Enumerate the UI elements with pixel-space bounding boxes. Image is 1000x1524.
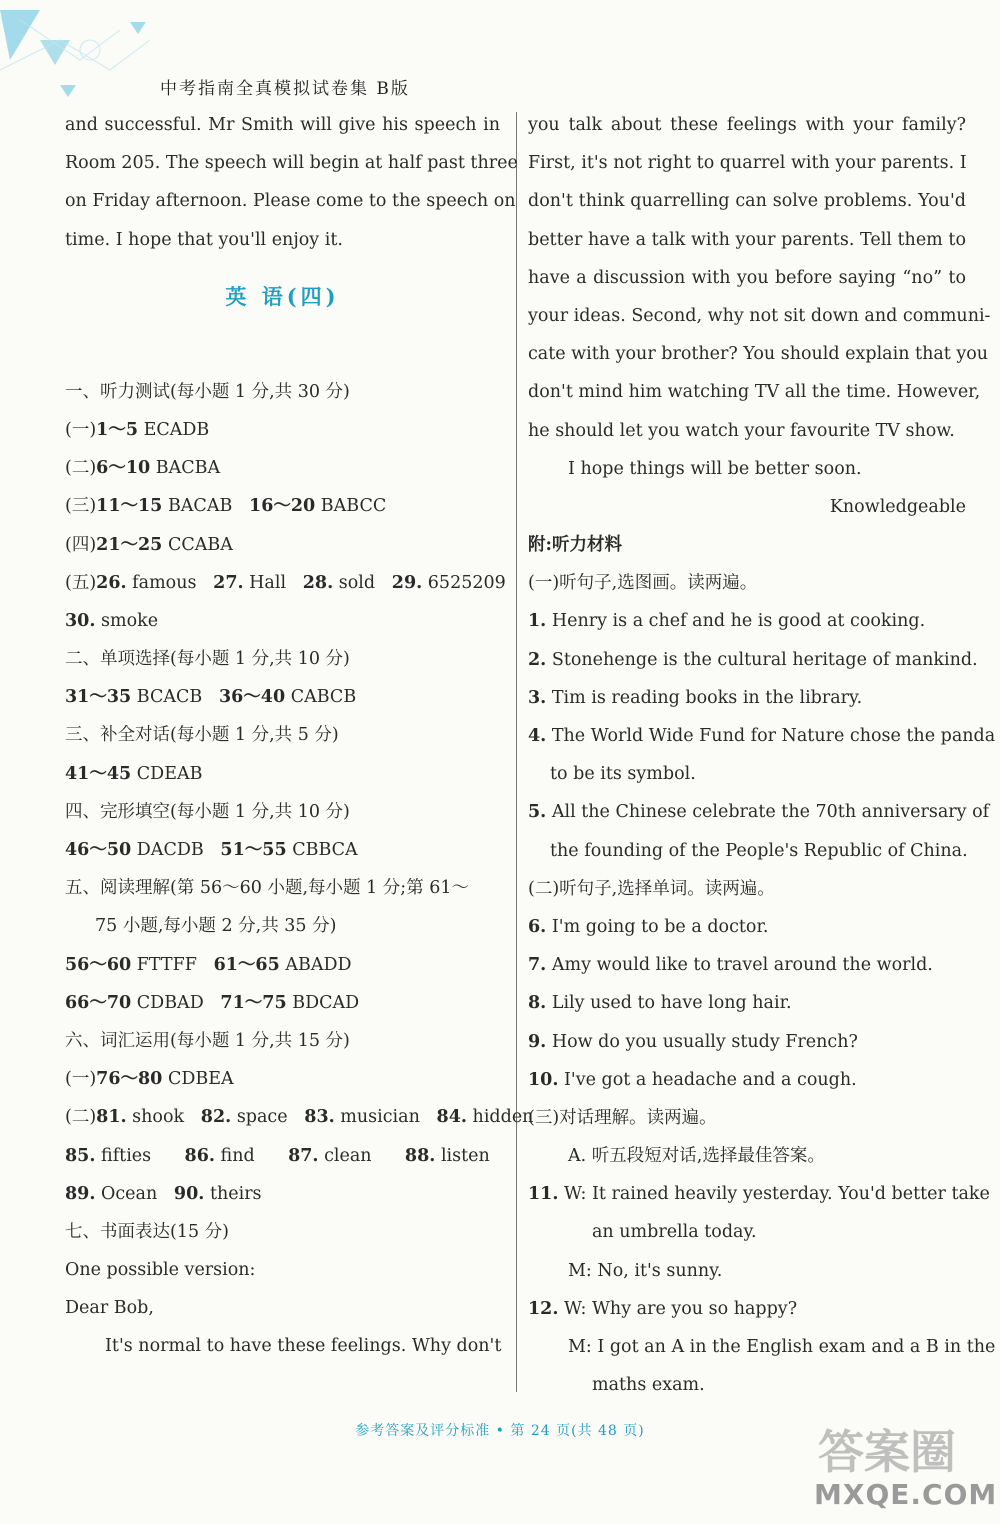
part-heading: 三、补全对话(每小题 1 分,共 5 分)	[65, 725, 339, 746]
script-line: 7. Amy would like to travel around the world.	[528, 955, 933, 976]
answer-line: 85. fifties 86. find 87. clean 88. listen	[65, 1145, 490, 1166]
header-decoration	[0, 0, 160, 100]
watermark-cn: 答案圈	[818, 1425, 956, 1479]
script-line: 4. The World Wide Fund for Nature chose the panda	[528, 726, 996, 746]
script-line: 9. How do you usually study French?	[528, 1031, 858, 1052]
part-heading: 一、听力测试(每小题 1 分,共 30 分)	[65, 381, 350, 402]
script-line: 6. I'm going to be a doctor.	[528, 916, 769, 937]
script-line: 5. All the Chinese celebrate the 70th anniversary of	[528, 802, 990, 823]
text-line: First, it's not right to quarrel with your parents. I	[528, 153, 967, 174]
text-line: better have a talk with your parents. Tell them to	[528, 229, 966, 250]
text-line: It's normal to have these feelings. Why don't	[105, 1336, 502, 1357]
text-line: Room 205. The speech will begin at half past three	[65, 153, 518, 174]
part-heading: 五、阅读理解(第 56～60 小题,每小题 1 分;第 61～	[65, 878, 470, 899]
script-line: M: I got an A in the English exam and a B in the	[568, 1337, 996, 1357]
header-title: 中考指南全真模拟试卷集 B版	[160, 79, 410, 99]
answer-line: (五)26. famous 27. Hall 28. sold 29. 6525209	[65, 572, 506, 593]
script-line: the founding of the People's Republic of China.	[550, 840, 968, 861]
part-heading: (三)对话理解。读两遍。	[528, 1107, 717, 1128]
part-heading: (一)听句子,选图画。读两遍。	[528, 573, 758, 594]
text-line: on Friday afternoon. Please come to the speech on	[65, 191, 516, 212]
script-line: 11. W: It rained heavily yesterday. You'd better take	[528, 1184, 990, 1205]
text-line: don't mind him watching TV all the time. However,	[528, 382, 981, 403]
part-heading: (二)听句子,选择单词。读两遍。	[528, 878, 775, 899]
part-heading: 六、词汇运用(每小题 1 分,共 15 分)	[65, 1030, 350, 1051]
part-subheading: A. 听五段短对话,选择最佳答案。	[568, 1146, 825, 1167]
script-line: 3. Tim is reading books in the library.	[528, 687, 863, 708]
page-footer: 参考答案及评分标准 • 第 24 页(共 48 页)	[355, 1423, 645, 1439]
script-line: M: No, it's sunny.	[568, 1260, 723, 1281]
script-line: 8. Lily used to have long hair.	[528, 993, 792, 1014]
answer-line: 30. smoke	[65, 610, 159, 631]
answer-line: (二)6～10 BACBA	[65, 458, 221, 479]
answer-line: (四)21～25 CCABA	[65, 534, 233, 555]
part-heading: 七、书面表达(15 分)	[65, 1221, 229, 1242]
answer-line: 66～70 CDBAD 71～75 BDCAD	[65, 992, 360, 1013]
script-line: 10. I've got a headache and a cough.	[528, 1069, 857, 1090]
part-heading: 二、单项选择(每小题 1 分,共 10 分)	[65, 649, 350, 670]
answer-line: (三)11～15 BACAB 16～20 BABCC	[65, 496, 387, 517]
text-line: have a discussion with you before saying “no” to	[528, 267, 966, 288]
text-line: One possible version:	[65, 1260, 256, 1281]
text-line: Dear Bob,	[65, 1298, 154, 1319]
signature: Knowledgeable	[829, 496, 966, 517]
right-column	[528, 106, 996, 1404]
text-line: cate with your brother? You should explain that you	[528, 344, 989, 365]
script-line: maths exam.	[592, 1375, 705, 1396]
text-line: time. I hope that you'll enjoy it.	[65, 229, 343, 250]
script-line: 1. Henry is a chef and he is good at cooking.	[528, 611, 926, 632]
script-line: an umbrella today.	[592, 1222, 757, 1243]
part-heading: 四、完形填空(每小题 1 分,共 10 分)	[65, 801, 350, 822]
answer-line: 46～50 DACDB 51～55 CBBCA	[65, 840, 358, 860]
answer-line: 89. Ocean 90. theirs	[65, 1183, 262, 1204]
answer-line: (一)76～80 CDBEA	[65, 1069, 234, 1090]
script-line: 2. Stonehenge is the cultural heritage of mankind.	[528, 649, 978, 670]
text-line: don't think quarrelling can solve problems. You'd	[528, 191, 966, 212]
answer-line: 31～35 BCACB 36～40 CABCB	[65, 687, 357, 708]
column-divider	[516, 112, 517, 1392]
text-line: I hope things will be better soon.	[568, 458, 862, 479]
answer-line: (二)81. shook 82. space 83. musician 84. hidden	[65, 1107, 534, 1128]
left-column	[65, 106, 534, 1366]
text-line: your ideas. Second, why not sit down and communi-	[528, 305, 991, 326]
section-title: 英 语(四)	[225, 283, 340, 309]
answer-line: 41～45 CDEAB	[65, 763, 203, 784]
part-heading: 75 小题,每小题 2 分,共 35 分)	[95, 916, 337, 937]
text-line: and successful. Mr Smith will give his speech in	[65, 115, 500, 135]
watermark-url: MXQE.COM	[814, 1478, 998, 1511]
answer-line: 56～60 FTTFF 61～65 ABADD	[65, 954, 352, 975]
answer-line: (一)1～5 ECADB	[65, 419, 210, 440]
script-line: to be its symbol.	[550, 764, 696, 785]
text-line: he should let you watch your favourite TV show.	[528, 420, 955, 441]
text-line: you talk about these feelings with your family?	[528, 115, 966, 135]
appendix-heading: 附:听力材料	[528, 535, 622, 556]
script-line: 12. W: Why are you so happy?	[528, 1298, 798, 1319]
